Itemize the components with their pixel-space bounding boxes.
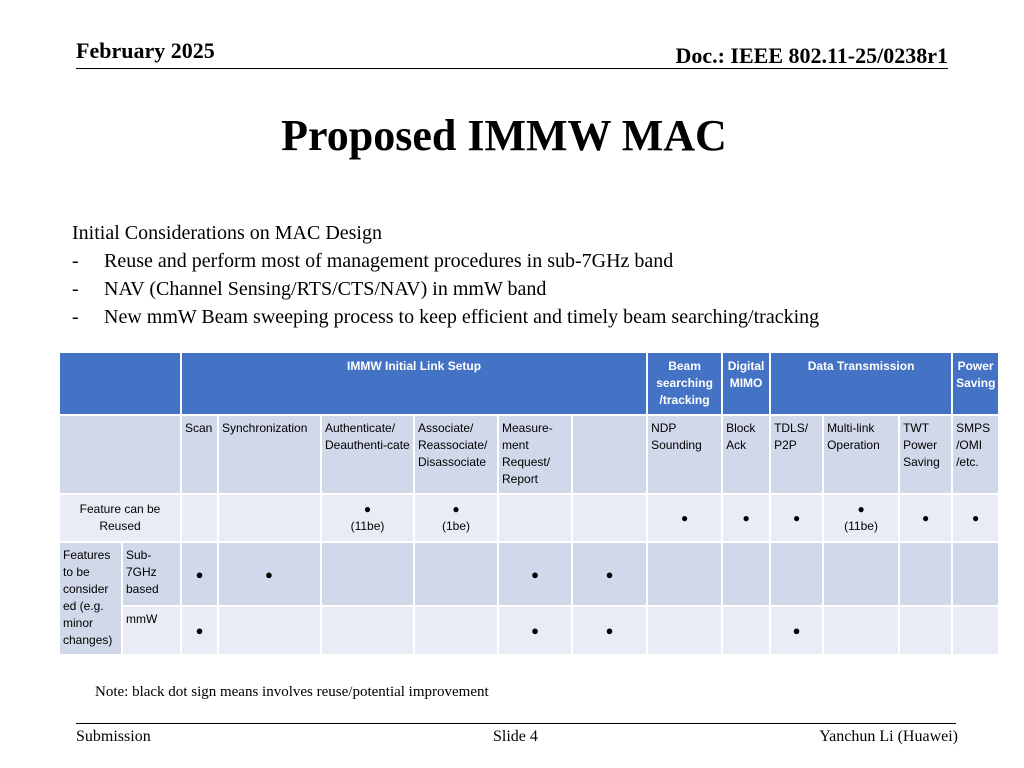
sub-sync: Synchronization: [218, 415, 321, 494]
reuse-dot: ●: [770, 494, 823, 542]
intro-text: [72, 219, 819, 331]
mmw-dot: ●: [181, 606, 218, 655]
table-corner: [59, 352, 181, 415]
mmw-dot: ●: [770, 606, 823, 655]
table-subheader-row: [59, 415, 999, 494]
sub-block-ack: Block Ack: [722, 415, 770, 494]
mmw-label: mmW: [122, 606, 181, 655]
reuse-assoc-cell: [414, 494, 498, 542]
reuse-dot: ●: [857, 502, 865, 516]
sub-ndp: NDP Sounding: [647, 415, 722, 494]
intro-bullet: - New mmW Beam sweeping process to keep efficient and timely beam searching/tracking: [72, 306, 820, 328]
reuse-multilink-cell: [823, 494, 899, 542]
sub7-dot: ●: [498, 542, 572, 606]
intro-bullet: - Reuse and perform most of management procedures in sub-7GHz band: [72, 250, 674, 272]
intro-heading: Initial Considerations on MAC Design: [72, 222, 382, 244]
mac-feature-table: [58, 351, 1000, 656]
group-power: Power Saving: [952, 352, 999, 415]
reuse-label: Feature can be Reused: [59, 494, 181, 542]
header-divider: [76, 68, 948, 69]
sub7-dot: ●: [181, 542, 218, 606]
intro-bullet: - NAV (Channel Sensing/RTS/CTS/NAV) in mmW band: [72, 278, 547, 300]
reuse-dot: ●: [952, 494, 999, 542]
mmw-dot: ●: [498, 606, 572, 655]
reuse-note: (1be): [441, 519, 470, 533]
sub7-label: Sub-7GHz based: [122, 542, 181, 606]
header-date: February 2025: [76, 38, 215, 63]
table-row-reuse: [59, 494, 999, 542]
table-row-mmw: [59, 606, 999, 655]
group-mimo: Digital MIMO: [722, 352, 770, 415]
reuse-auth-cell: [321, 494, 414, 542]
reuse-dot: ●: [899, 494, 952, 542]
group-data-tx: Data Transmission: [770, 352, 952, 415]
footer-author: Yanchun Li (Huawei): [819, 728, 958, 745]
table-row-sub7: [59, 542, 999, 606]
reuse-dot: ●: [647, 494, 722, 542]
sub-scan: Scan: [181, 415, 218, 494]
reuse-dot: ●: [722, 494, 770, 542]
table-note: Note: black dot sign means involves reuse/potential improvement: [95, 684, 489, 700]
header-doc-id: Doc.: IEEE 802.11-25/0238r1: [675, 43, 948, 68]
group-link-setup: IMMW Initial Link Setup: [181, 352, 647, 415]
sub-twt: TWT Power Saving: [899, 415, 952, 494]
footer-submission: Submission: [76, 728, 151, 745]
footer-slide-number: Slide 4: [493, 728, 538, 745]
features-label: Features to be consider ed (e.g. minor changes): [59, 542, 122, 655]
table-group-header-row: [59, 352, 999, 415]
mmw-dot: ●: [572, 606, 647, 655]
sub7-dot: ●: [218, 542, 321, 606]
sub-tdls: TDLS/ P2P: [770, 415, 823, 494]
reuse-dot: ●: [363, 502, 372, 516]
reuse-note: (11be): [844, 519, 878, 533]
reuse-note: (11be): [350, 519, 385, 533]
sub-smps: SMPS /OMI /etc.: [952, 415, 999, 494]
sub-multilink: Multi-link Operation: [823, 415, 899, 494]
sub7-dot: ●: [572, 542, 647, 606]
slide-title: Proposed IMMW MAC: [281, 111, 727, 160]
sub-measure: Measure-ment Request/ Report: [498, 415, 572, 494]
sub-auth: Authenticate/ Deauthenti-cate: [321, 415, 414, 494]
reuse-dot: ●: [452, 502, 460, 516]
group-beam: Beam searching /tracking: [647, 352, 722, 415]
sub-assoc: Associate/ Reassociate/ Disassociate: [414, 415, 498, 494]
footer-divider: [76, 723, 956, 724]
